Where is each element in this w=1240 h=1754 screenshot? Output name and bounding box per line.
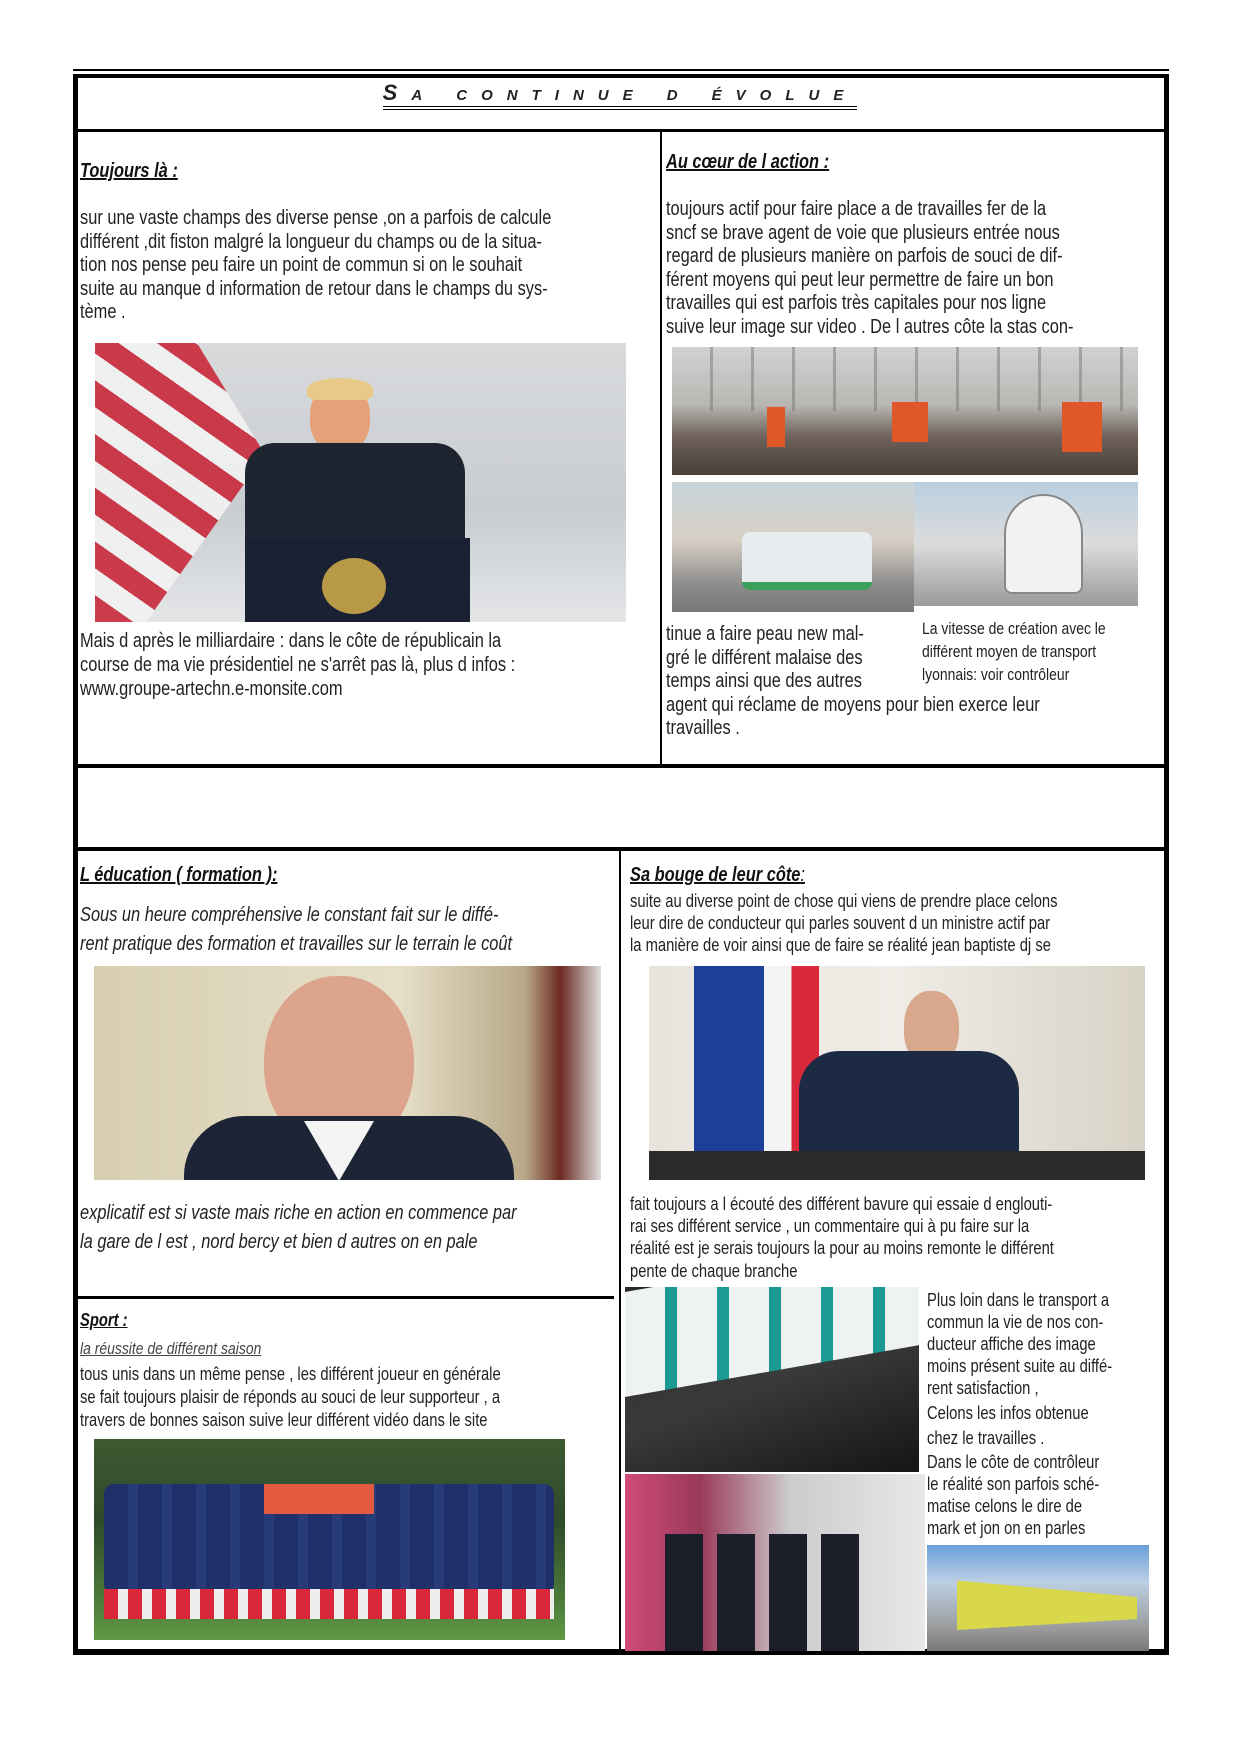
sport-heading: Sport :	[80, 1310, 128, 1330]
articulated-bus-photo	[927, 1545, 1149, 1651]
bouge-heading-text: Sa bouge de leur côte	[630, 864, 801, 886]
bouge-side-line: Celons les infos obtenue	[927, 1403, 1089, 1423]
bouge-side-line: le réalité son parfois sché-	[927, 1474, 1100, 1494]
frame-right	[1164, 74, 1169, 1654]
action-cont-line: gré le différent malaise des	[666, 647, 863, 669]
bouge-side-line: Dans le côte de contrôleur	[927, 1452, 1100, 1472]
education-after-line: explicatif est si vaste mais riche en action en commence par	[80, 1202, 517, 1224]
toujours-link[interactable]: www.groupe-artechn.e-monsite.com	[80, 678, 343, 700]
action-heading: Au cœur de l action :	[666, 151, 830, 173]
bus-photo	[672, 482, 914, 612]
toujours-after-line: course de ma vie présidentiel ne s'arrêt pas là, plus d infos :	[80, 654, 516, 676]
bouge-side-line: matise celons le dire de	[927, 1496, 1083, 1516]
transport-minister-photo	[649, 966, 1145, 1180]
bouge-side-line: moins présent suite au diffé-	[927, 1356, 1113, 1376]
rail-workers-photo	[672, 347, 1138, 475]
toujours-body-line: suite au manque d information de retour dans le champs du sys-	[80, 278, 548, 300]
bouge-side-line: commun la vie de nos con-	[927, 1312, 1104, 1332]
toujours-body-line: tème .	[80, 301, 126, 323]
trump-photo	[95, 343, 626, 622]
bouge-side-line: ducteur affiche des image	[927, 1334, 1096, 1354]
toujours-body-line: tion nos pense peu faire un point de commun si on le souhait	[80, 254, 523, 276]
action-body-line: férent moyens qui peut leur permettre de faire un bon	[666, 269, 1054, 291]
bouge-side-line: chez le travailles .	[927, 1428, 1045, 1448]
frame-top	[73, 74, 1169, 78]
toujours-body-line: différent ,dit fiston malgré la longueur du champs ou de la situa-	[80, 231, 542, 253]
education-heading: L éducation ( formation ):	[80, 864, 278, 886]
bouge-body-line: suite au diverse point de chose qui viens de prendre place celons	[630, 891, 1058, 911]
sport-body-line: travers de bonnes saison suive leur différent vidéo dans le site	[80, 1410, 488, 1430]
page-title-text: Sa continue d évolue	[383, 80, 858, 110]
education-body-line: rent pratique des formation et travailles sur le terrain le coût	[80, 933, 513, 955]
sport-subheading: la réussite de différent saison	[80, 1339, 262, 1358]
row2-top-divider	[73, 847, 1169, 851]
title-divider	[73, 129, 1169, 132]
row1-bottom-divider	[73, 764, 1169, 768]
tram-photo	[914, 482, 1138, 606]
education-body-line: Sous un heure compréhensive le constant fait sur le diffé-	[80, 904, 499, 926]
top-double-rule	[73, 69, 1169, 71]
sport-divider	[73, 1296, 614, 1299]
action-caption-line: La vitesse de création avec le	[922, 619, 1106, 638]
page-title	[0, 80, 1240, 106]
action-cont-line: temps ainsi que des autres	[666, 670, 863, 692]
bouge-side-line: Plus loin dans le transport a	[927, 1290, 1110, 1310]
bouge-side-line: mark et jon on en parles	[927, 1518, 1086, 1538]
action-body-line: travailles qui est parfois très capitales pour nos ligne	[666, 292, 1047, 314]
bouge-after-line: fait toujours a l écouté des différent bavure qui essaie d englouti-	[630, 1194, 1053, 1214]
sport-body-line: tous unis dans un même pense , les différent joueur en générale	[80, 1364, 501, 1384]
toujours-after-line: Mais d après le milliardaire : dans le côte de républicain la	[80, 630, 502, 652]
team-photo	[94, 1439, 565, 1640]
action-body-line: regard de plusieurs manière on parfois de souci de dif-	[666, 245, 1063, 267]
education-after-line: la gare de l est , nord bercy et bien d autres on en pale	[80, 1231, 478, 1253]
bouge-after-line: rai ses différent service , un commentaire qui à pu faire sur la	[630, 1216, 1030, 1236]
action-cont-line: agent qui réclame de moyens pour bien exerce leur	[666, 694, 1040, 716]
bouge-body-line: la manière de voir ainsi que de faire se réalité jean baptiste dj se	[630, 935, 1051, 955]
bouge-heading-suffix: :	[800, 864, 805, 886]
row1-col-divider	[660, 131, 662, 766]
bouge-body-line: leur dire de conducteur qui parles souvent d un ministre actif par	[630, 913, 1051, 933]
minister-portrait-photo	[94, 966, 601, 1180]
metro-photo	[625, 1287, 919, 1472]
frame-left	[73, 74, 78, 1654]
action-body-line: sncf se brave agent de voie que plusieurs entrée nous	[666, 222, 1060, 244]
controllers-photo	[625, 1474, 925, 1651]
toujours-body-line: sur une vaste champs des diverse pense ,on a parfois de calcule	[80, 207, 552, 229]
bouge-after-line: réalité est je serais toujours la pour au moins remonte le différent	[630, 1238, 1054, 1258]
bouge-after-line: pente de chaque branche	[630, 1261, 798, 1281]
bouge-side-line: rent satisfaction ,	[927, 1378, 1039, 1398]
sport-body-line: se fait toujours plaisir de réponds au souci de leur supporteur , a	[80, 1387, 501, 1407]
row2-col-divider	[619, 851, 621, 1651]
action-body-line: toujours actif pour faire place a de travailles fer de la	[666, 198, 1047, 220]
action-caption-line: lyonnais: voir contrôleur	[922, 665, 1070, 684]
action-body-line: suive leur image sur video . De l autres côte la stas con-	[666, 316, 1074, 338]
toujours-heading: Toujours là :	[80, 160, 178, 182]
action-caption-line: différent moyen de transport	[922, 642, 1097, 661]
action-cont-line: tinue a faire peau new mal-	[666, 623, 864, 645]
action-cont-line: travailles .	[666, 717, 740, 739]
bouge-heading	[630, 864, 805, 887]
